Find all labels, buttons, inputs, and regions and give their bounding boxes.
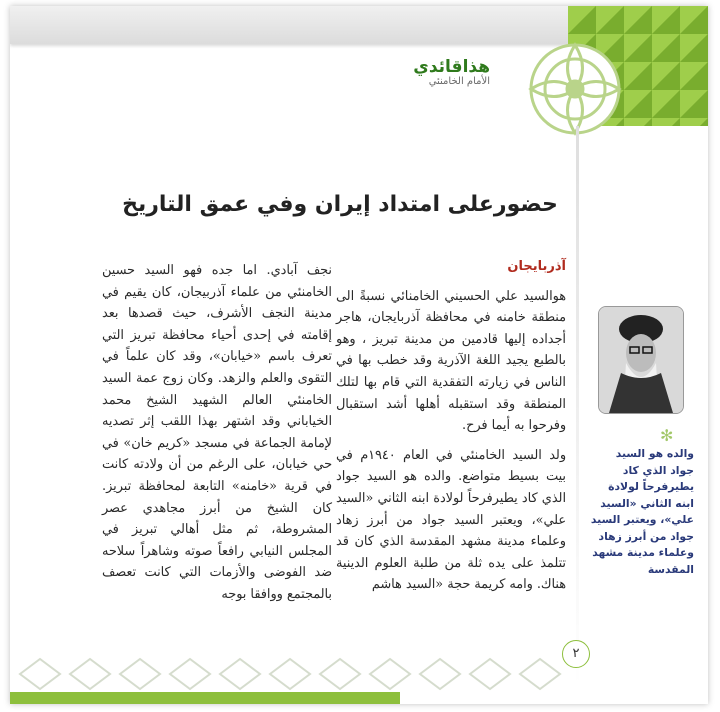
sidebar-caption: والده هو السيد جواد الذي كاد يطيرفرحاً لولادة ابنه الثاني «السيد علي»، ويعتبر السيد جواد من أبرز زهاد وعلماء مدينة مشهد المقدسة [590,447,694,576]
bottom-green-bar [10,692,400,704]
magazine-page [10,6,708,704]
top-header-bar [10,6,580,44]
article-headline: حضورعلى امتداد إيران وفي عمق التاريخ [122,192,558,217]
portrait-photo [598,306,684,414]
page-number: ٢ [562,640,590,668]
section-heading: آذربايجان [507,259,566,274]
brand-subtitle: الأمام الخامنئي [428,76,490,87]
paragraph: ولد السيد الخامنئي في العام ١٩٤٠م في بيت بسيط متواضع. والده هو السيد جواد الذي كاد يطيرفرحاً لولادة ابنه الثاني «السيد علي»، ويعتبر السيد جواد من أبرز زهاد وعلماء مدينة مشهد المقدسة الذي كان قد تتلمذ على يده ثلة من طلبة العلوم الدينية هناك. وامه كريمة حجة «السيد هاشم [336,447,566,593]
column-divider [576,126,579,686]
arabesque-ornament-icon [520,34,630,144]
article-column-left [102,260,332,614]
paragraph: نجف آبادي. اما جده فهو السيد حسين الخامنئي من علماء آذربيجان، كان يقيم في مدينة النجف الأشرف، حيث قصدها بعد إقامته في إحدى أحياء محافظة تبريز التي تعرف باسم «خيابان»، وقد كان علماً في التقوى والعلم والزهد. وكان زوج عمة السيد الخامنئي العالم الشهيد الشيخ محمد الخياباني وقد اشتهر بهذا اللقب إثر تصديه لإمامة الجماعة في مسجد «كريم خان» في حي خيابان، على الرغم من أن ولادته كانت في قرية «خامنه» التابعة لمحافظة تبريز. كان الشيخ من أبرز مجاهدي عصر المشروطة، ثم مثل أهالي تبريز في المجلس النيابي رافعاً صوته وشاهراً سلاحه ضد الفوضى والأزمات التي كانت تعصف بالمجتمع ووافقا بوجه [102,263,332,602]
article-column-right [336,256,566,604]
paragraph: هوالسيد علي الحسيني الخامنائي نسبةً الى منطقة خامنه في محافظة آذربايجان، هاجر أجداده إليها قادمين من مدينة تبريز ، وهو بالطبع يجيد اللغة الآذرية وقد خطب بها في الناس في زيارته التفقدية التي قام بها لتلك المنطقة وقد استقبله أهلها أشد استقبال وفرحوا به أيما فرح. [336,288,566,434]
bottom-decorative-pattern [10,654,580,694]
brand-logo [330,58,490,88]
flower-icon: ✻ [660,426,674,445]
brand-title: هذاقائدي [413,57,490,77]
